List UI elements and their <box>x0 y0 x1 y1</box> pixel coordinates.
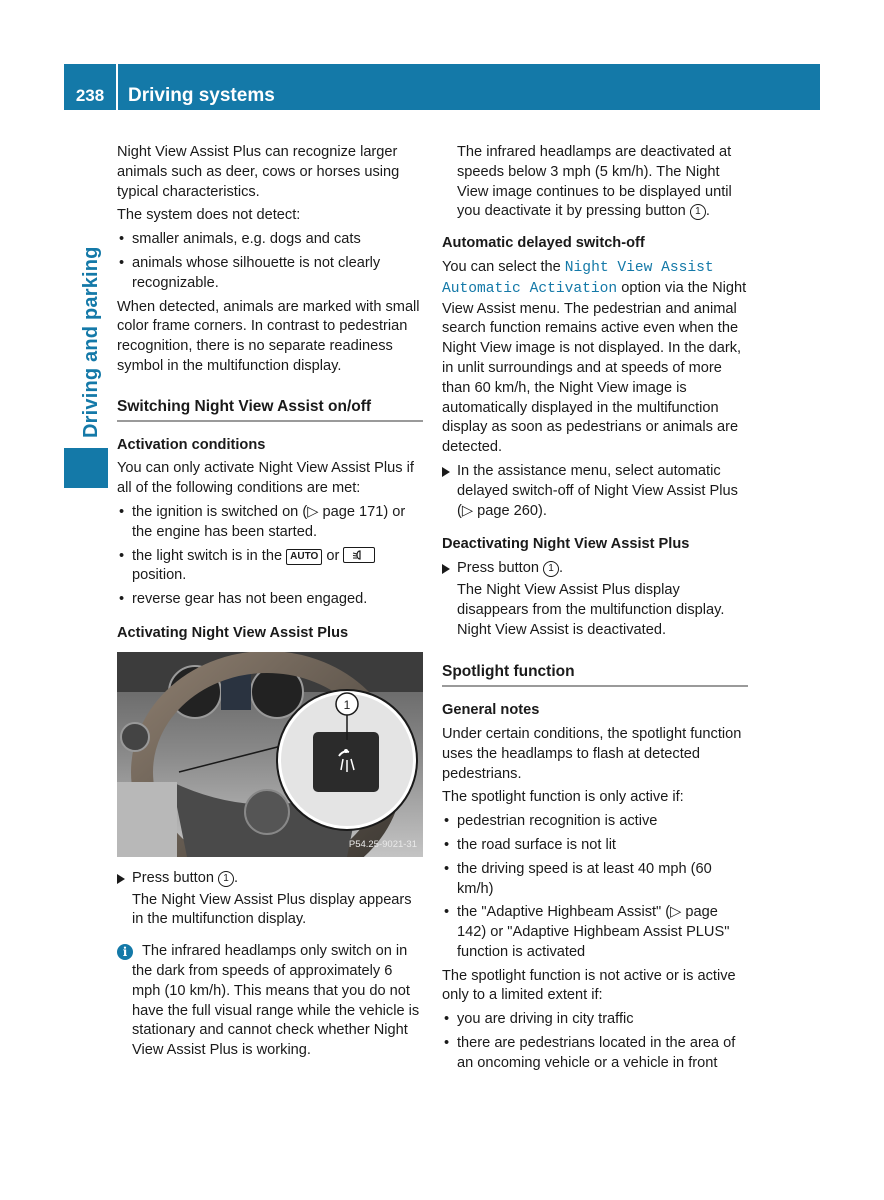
heading-delayed: Automatic delayed switch-off <box>442 235 645 252</box>
page-header <box>64 64 820 110</box>
step-arrow-icon <box>117 874 125 884</box>
bullet-item: • you are driving in city traffic <box>442 1010 748 1030</box>
bullet-item: • smaller animals, e.g. dogs and cats <box>117 230 423 250</box>
heading-switching: Switching Night View Assist on/off <box>117 397 423 422</box>
figure-code: P54.25-9021-31 <box>348 838 417 850</box>
step-arrow-icon <box>442 467 450 477</box>
paragraph: Night View Assist Plus can recognize larger animals such as deer, cows or horses using typical characteristics. <box>117 144 400 200</box>
paragraph: The spotlight function is not active or is active only to a limited extent if: <box>442 967 736 1004</box>
paragraph: The spotlight function is only active if: <box>442 789 684 806</box>
paragraph: The system does not detect: <box>117 207 301 224</box>
paragraph: You can only activate Night View Assist Plus if all of the following conditions are met: <box>117 460 414 497</box>
button-1-symbol: 1 <box>690 204 706 220</box>
step-item <box>442 462 748 521</box>
text: position. <box>132 567 187 584</box>
bullet-item: • the driving speed is at least 40 mph (60 km/h) <box>442 860 748 900</box>
steering-wheel-illustration <box>117 652 423 857</box>
step-arrow-icon <box>442 564 450 574</box>
bullet-item: • the ignition is switched on (▷ page 171) or the engine has been started. <box>117 503 423 543</box>
step-result: The Night View Assist Plus display appears in the multifunction display. <box>132 891 412 928</box>
left-column <box>117 143 423 1061</box>
right-column <box>442 143 748 1078</box>
steering-wheel-figure <box>117 652 423 857</box>
text: . <box>705 203 710 220</box>
text: You can select the <box>442 258 561 275</box>
step-item <box>442 559 748 579</box>
paragraph: When detected, animals are marked with small color frame corners. In contrast to pedestrian recognition, there is no separate readiness symbol in the multifunction display. <box>117 298 420 374</box>
heading-deactivating: Deactivating Night View Assist Plus <box>442 536 690 553</box>
section-title: Driving systems <box>128 85 275 106</box>
menu-option: Night View Assist Automatic Activation <box>442 259 714 297</box>
side-tab-label: Driving and parking <box>80 246 102 438</box>
text: option via the Night View Assist menu. The pedestrian and animal search function remains active even when the Night View image is not displayed. In the dark, in unlit surroundings and at speeds of more than 60 km/h, the Night View image is automatically displayed in the multifunction display as soon as pedestrians or animals are detected. <box>442 279 747 456</box>
heading-spotlight: Spotlight function <box>442 662 748 687</box>
side-tab-marker <box>64 448 108 488</box>
bullet-item <box>117 547 423 587</box>
bullet-item: • the "Adaptive Highbeam Assist" (▷ page 142) or "Adaptive Highbeam Assist PLUS" function is activated <box>442 903 748 962</box>
paragraph: Under certain conditions, the spotlight function uses the headlamps to flash at detected pedestrians. <box>442 725 742 782</box>
text: In the assistance menu, select automatic delayed switch-off of Night View Assist Plus (▷ page 260). <box>457 462 738 519</box>
text: Press button <box>132 869 214 886</box>
continued-text <box>442 143 748 222</box>
bullet-item: • there are pedestrians located in the area of an oncoming vehicle or a vehicle in front <box>442 1034 748 1074</box>
step-item <box>117 869 423 889</box>
info-text: The infrared headlamps only switch on in the dark from speeds of approximately 6 mph (10 km/h). This means that you do not have the full visual range while the vehicle is stationary and cannot check whether Night View Assist Plus is working. <box>132 943 420 1059</box>
info-icon: i <box>117 944 133 960</box>
bullet-item: • reverse gear has not been engaged. <box>117 590 423 610</box>
heading-activation: Activation conditions <box>117 436 266 453</box>
text: . <box>559 560 564 577</box>
low-beam-key-symbol <box>343 547 375 563</box>
page-number: 238 <box>75 86 105 105</box>
info-note <box>117 942 423 1061</box>
heading-general: General notes <box>442 702 540 719</box>
button-1-symbol: 1 <box>218 871 234 887</box>
bullet-item: • animals whose silhouette is not clearly recognizable. <box>117 254 423 294</box>
text: or <box>326 547 340 564</box>
auto-key-symbol: AUTO <box>286 549 322 565</box>
text: The infrared headlamps are deactivated at speeds below 3 mph (5 km/h). The Night View image continues to be displayed until you deactivate it by pressing button <box>457 144 732 220</box>
button-1-symbol: 1 <box>543 561 559 577</box>
paragraph <box>442 258 748 458</box>
figure-callout: 1 <box>343 697 351 712</box>
bullet-item: • pedestrian recognition is active <box>442 812 748 832</box>
text: . <box>234 869 239 886</box>
heading-activating: Activating Night View Assist Plus <box>117 624 349 641</box>
text: the light switch is in the <box>132 547 283 564</box>
bullet-item: • the road surface is not lit <box>442 836 748 856</box>
text: Press button <box>457 560 539 577</box>
low-beam-icon <box>344 548 374 562</box>
header-divider <box>116 64 118 110</box>
step-result: The Night View Assist Plus display disappears from the multifunction display. Night View Assist is deactivated. <box>457 581 725 638</box>
